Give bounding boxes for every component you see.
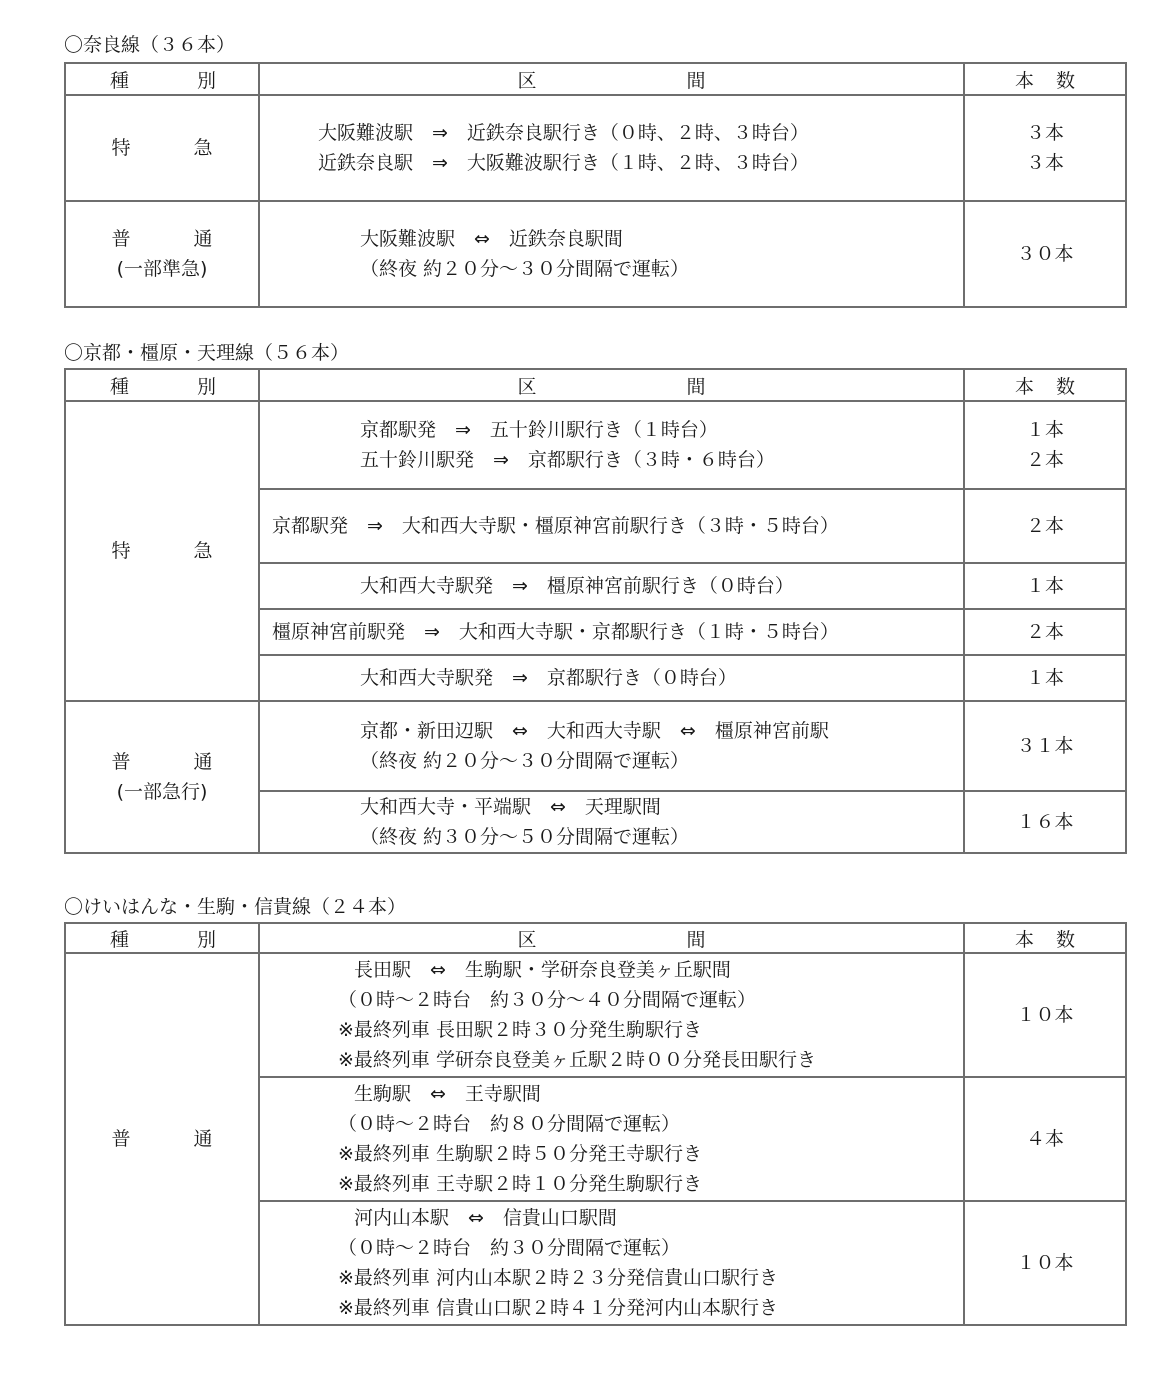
header-section: 区 間: [259, 369, 964, 401]
section-cell: 長田駅 ⇔ 生駒駅・学研奈良登美ヶ丘駅間 （０時～２時台 約３０分～４０分間隔で運転） ※最終列車 長田駅２時３０分発生駒駅行き ※最終列車 学研奈良登美ヶ丘駅２時００分発長田駅行き: [259, 953, 964, 1077]
table-row: [65, 701, 1126, 791]
count-cell: ４本: [964, 1077, 1126, 1201]
header-count: 本 数: [964, 923, 1126, 953]
header-section: 区 間: [259, 923, 964, 953]
kind-cell-limited-express: 特 急: [65, 401, 259, 701]
table-header-row: [65, 369, 1126, 401]
table-row: [65, 953, 1126, 1077]
section-cell: 大和西大寺・平端駅 ⇔ 天理駅間 （終夜 約３０分～５０分間隔で運転）: [259, 791, 964, 853]
header-kind: 種 別: [65, 63, 259, 95]
table-row: [65, 95, 1126, 201]
count-cell: ３本 ３本: [964, 95, 1126, 201]
kind-cell-local: 普 通 (一部急行): [65, 701, 259, 853]
header-section: 区 間: [259, 63, 964, 95]
header-count: 本 数: [964, 63, 1126, 95]
nara-line-table: [64, 62, 1127, 308]
section-cell: 京都・新田辺駅 ⇔ 大和西大寺駅 ⇔ 橿原神宮前駅 （終夜 約２０分～３０分間隔で運転）: [259, 701, 964, 791]
kind-cell: 普 通 (一部準急): [65, 201, 259, 307]
section-cell: 河内山本駅 ⇔ 信貴山口駅間 （０時～２時台 約３０分間隔で運転） ※最終列車 河内山本駅２時２３分発信貴山口駅行き ※最終列車 信貴山口駅２時４１分発河内山本駅行き: [259, 1201, 964, 1325]
table-header-row: [65, 923, 1126, 953]
section-title-nara-line: 〇奈良線（３６本）: [64, 34, 236, 56]
section-cell: 大和西大寺駅発 ⇒ 京都駅行き（０時台）: [259, 655, 964, 701]
header-kind: 種 別: [65, 923, 259, 953]
section-cell: 京都駅発 ⇒ 五十鈴川駅行き（１時台） 五十鈴川駅発 ⇒ 京都駅行き（３時・６時台）: [259, 401, 964, 489]
section-cell: 生駒駅 ⇔ 王寺駅間 （０時～２時台 約８０分間隔で運転） ※最終列車 生駒駅２時５０分発王寺駅行き ※最終列車 王寺駅２時１０分発生駒駅行き: [259, 1077, 964, 1201]
section-cell: 橿原神宮前駅発 ⇒ 大和西大寺駅・京都駅行き（１時・５時台）: [259, 609, 964, 655]
section-cell: 京都駅発 ⇒ 大和西大寺駅・橿原神宮前駅行き（３時・５時台）: [259, 489, 964, 563]
section-cell: 大阪難波駅 ⇒ 近鉄奈良駅行き（０時、２時、３時台） 近鉄奈良駅 ⇒ 大阪難波駅行き（１時、２時、３時台）: [259, 95, 964, 201]
section-cell: 大阪難波駅 ⇔ 近鉄奈良駅間 （終夜 約２０分～３０分間隔で運転）: [259, 201, 964, 307]
count-cell: ２本: [964, 489, 1126, 563]
kind-cell-local: 普 通: [65, 953, 259, 1325]
section-cell: 大和西大寺駅発 ⇒ 橿原神宮前駅行き（０時台）: [259, 563, 964, 609]
header-count: 本 数: [964, 369, 1126, 401]
count-cell: １０本: [964, 1201, 1126, 1325]
count-cell: ３１本: [964, 701, 1126, 791]
section-title-kyoto-kashihara-tenri-line: 〇京都・橿原・天理線（５６本）: [64, 342, 350, 364]
count-cell: １本: [964, 563, 1126, 609]
kind-cell: 特 急: [65, 95, 259, 201]
count-cell: ２本: [964, 609, 1126, 655]
table-row: [65, 401, 1126, 489]
header-kind: 種 別: [65, 369, 259, 401]
keihanna-ikoma-shigi-table: [64, 922, 1127, 1326]
table-row: [65, 201, 1126, 307]
count-cell: ３０本: [964, 201, 1126, 307]
count-cell: １０本: [964, 953, 1126, 1077]
section-title-keihanna-ikoma-shigi-line: 〇けいはんな・生駒・信貴線（２４本）: [64, 896, 407, 918]
count-cell: １６本: [964, 791, 1126, 853]
count-cell: １本: [964, 655, 1126, 701]
kyoto-kashihara-tenri-table: [64, 368, 1127, 854]
count-cell: １本 ２本: [964, 401, 1126, 489]
table-header-row: [65, 63, 1126, 95]
